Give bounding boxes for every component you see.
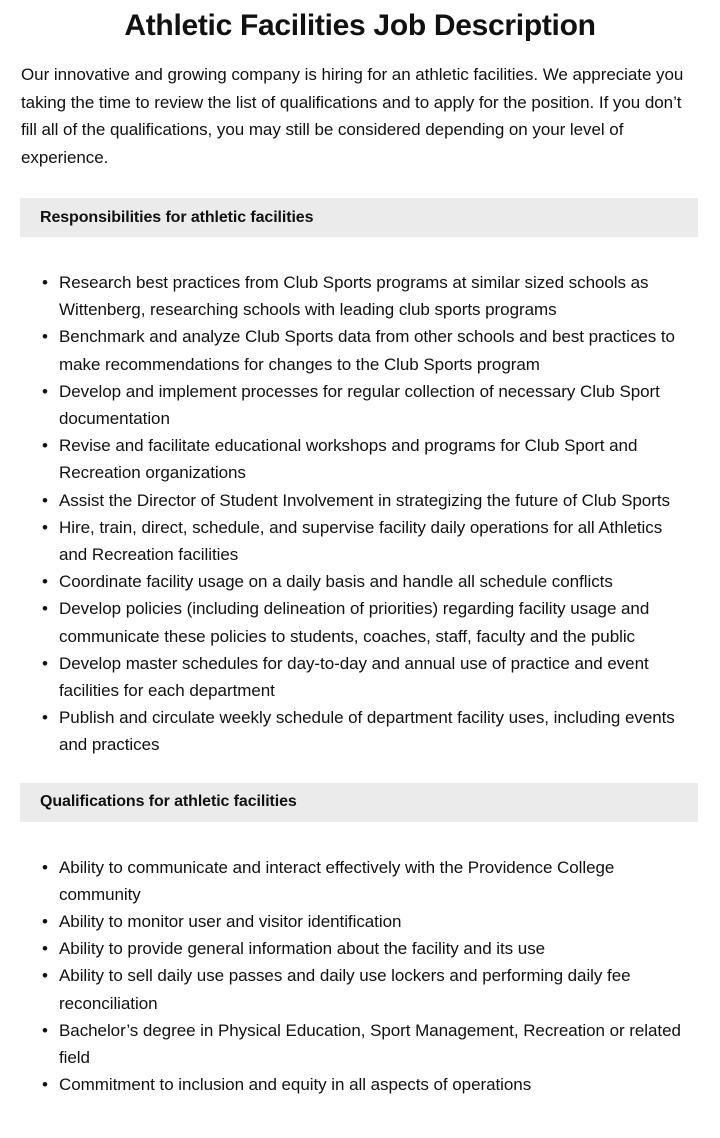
list-item-text: Ability to provide general information about the facility and its use (59, 939, 546, 959)
bullet-icon (42, 378, 48, 405)
bullet-icon (42, 487, 48, 514)
spacer (0, 759, 720, 783)
list-item (0, 323, 692, 377)
section-heading-responsibilities: Responsibilities for athletic facilities (40, 208, 314, 226)
list-item-text: Bachelor’s degree in Physical Education, Sport Management, Recreation or related field (59, 1020, 681, 1068)
qualifications-list (0, 854, 720, 1099)
list-item (0, 704, 692, 758)
responsibilities-list (0, 269, 720, 759)
bullet-icon (42, 1017, 48, 1044)
bullet-icon (42, 854, 48, 881)
section-header-bar-responsibilities (20, 198, 698, 237)
list-item-text: Research best practices from Club Sports programs at similar sized schools as Wittenberg, researching schools with leading club sports programs (59, 273, 649, 320)
list-item (0, 487, 692, 514)
bullet-icon (42, 908, 48, 935)
list-item-text: Publish and circulate weekly schedule of department facility uses, including events and practices (59, 708, 675, 755)
list-item-text: Develop policies (including delineation of priorities) regarding facility usage and communicate these policies to students, coaches, staff, faculty and the public (59, 599, 650, 646)
list-item-text: Develop and implement processes for regular collection of necessary Club Sport documentation (59, 381, 660, 429)
list-item-text: Assist the Director of Student Involvement in strategizing the future of Club Sports (59, 490, 670, 510)
bullet-icon (42, 595, 48, 622)
section-header-bar-qualifications (20, 783, 698, 822)
section-responsibilities (0, 198, 720, 759)
list-item-text: Commitment to inclusion and equity in all aspects of operations (59, 1075, 532, 1095)
list-item (0, 432, 692, 486)
section-qualifications (0, 783, 720, 1099)
list-item-text: Revise and facilitate educational workshops and programs for Club Sport and Recreation organizations (59, 436, 638, 483)
spacer (0, 171, 720, 198)
list-item (0, 962, 692, 1016)
list-item (0, 1017, 692, 1071)
list-item-text: Ability to sell daily use passes and daily use lockers and performing daily fee reconciliation (59, 966, 631, 1013)
list-item (0, 514, 692, 568)
bullet-icon (42, 568, 48, 595)
list-item-text: Hire, train, direct, schedule, and supervise facility daily operations for all Athletics and Recreation facilities (59, 517, 663, 565)
intro-paragraph: Our innovative and growing company is hiring for an athletic facilities. We appreciate you taking the time to review the list of qualifications and to apply for the position. If you don’t fill all of the qualifications, you may still be considered depending on your level of experience. (21, 65, 684, 167)
spacer (0, 237, 720, 269)
bullet-icon (42, 432, 48, 459)
list-item (0, 269, 692, 323)
list-item (0, 378, 692, 432)
list-item (0, 595, 692, 649)
page-title: Athletic Facilities Job Description (124, 9, 596, 42)
list-item-text: Ability to communicate and interact effectively with the Providence College community (59, 857, 615, 904)
list-item (0, 854, 692, 908)
list-item (0, 1071, 692, 1098)
list-item (0, 568, 692, 595)
section-heading-qualifications: Qualifications for athletic facilities (40, 793, 297, 811)
bullet-icon (42, 704, 48, 731)
bullet-icon (42, 269, 48, 296)
list-item-text: Ability to monitor user and visitor identification (59, 912, 402, 932)
list-item (0, 908, 692, 935)
bullet-icon (42, 935, 48, 962)
spacer (0, 822, 720, 854)
bullet-icon (42, 323, 48, 350)
list-item (0, 935, 692, 962)
bullet-icon (42, 962, 48, 989)
list-item-text: Coordinate facility usage on a daily basis and handle all schedule conflicts (59, 572, 613, 592)
list-item (0, 650, 692, 704)
bullet-icon (42, 650, 48, 677)
list-item-text: Develop master schedules for day-to-day and annual use of practice and event facilities for each department (59, 653, 649, 701)
bullet-icon (42, 1071, 48, 1098)
list-item-text: Benchmark and analyze Club Sports data from other schools and best practices to make recommendations for changes to the Club Sports program (59, 327, 675, 374)
bullet-icon (42, 514, 48, 541)
